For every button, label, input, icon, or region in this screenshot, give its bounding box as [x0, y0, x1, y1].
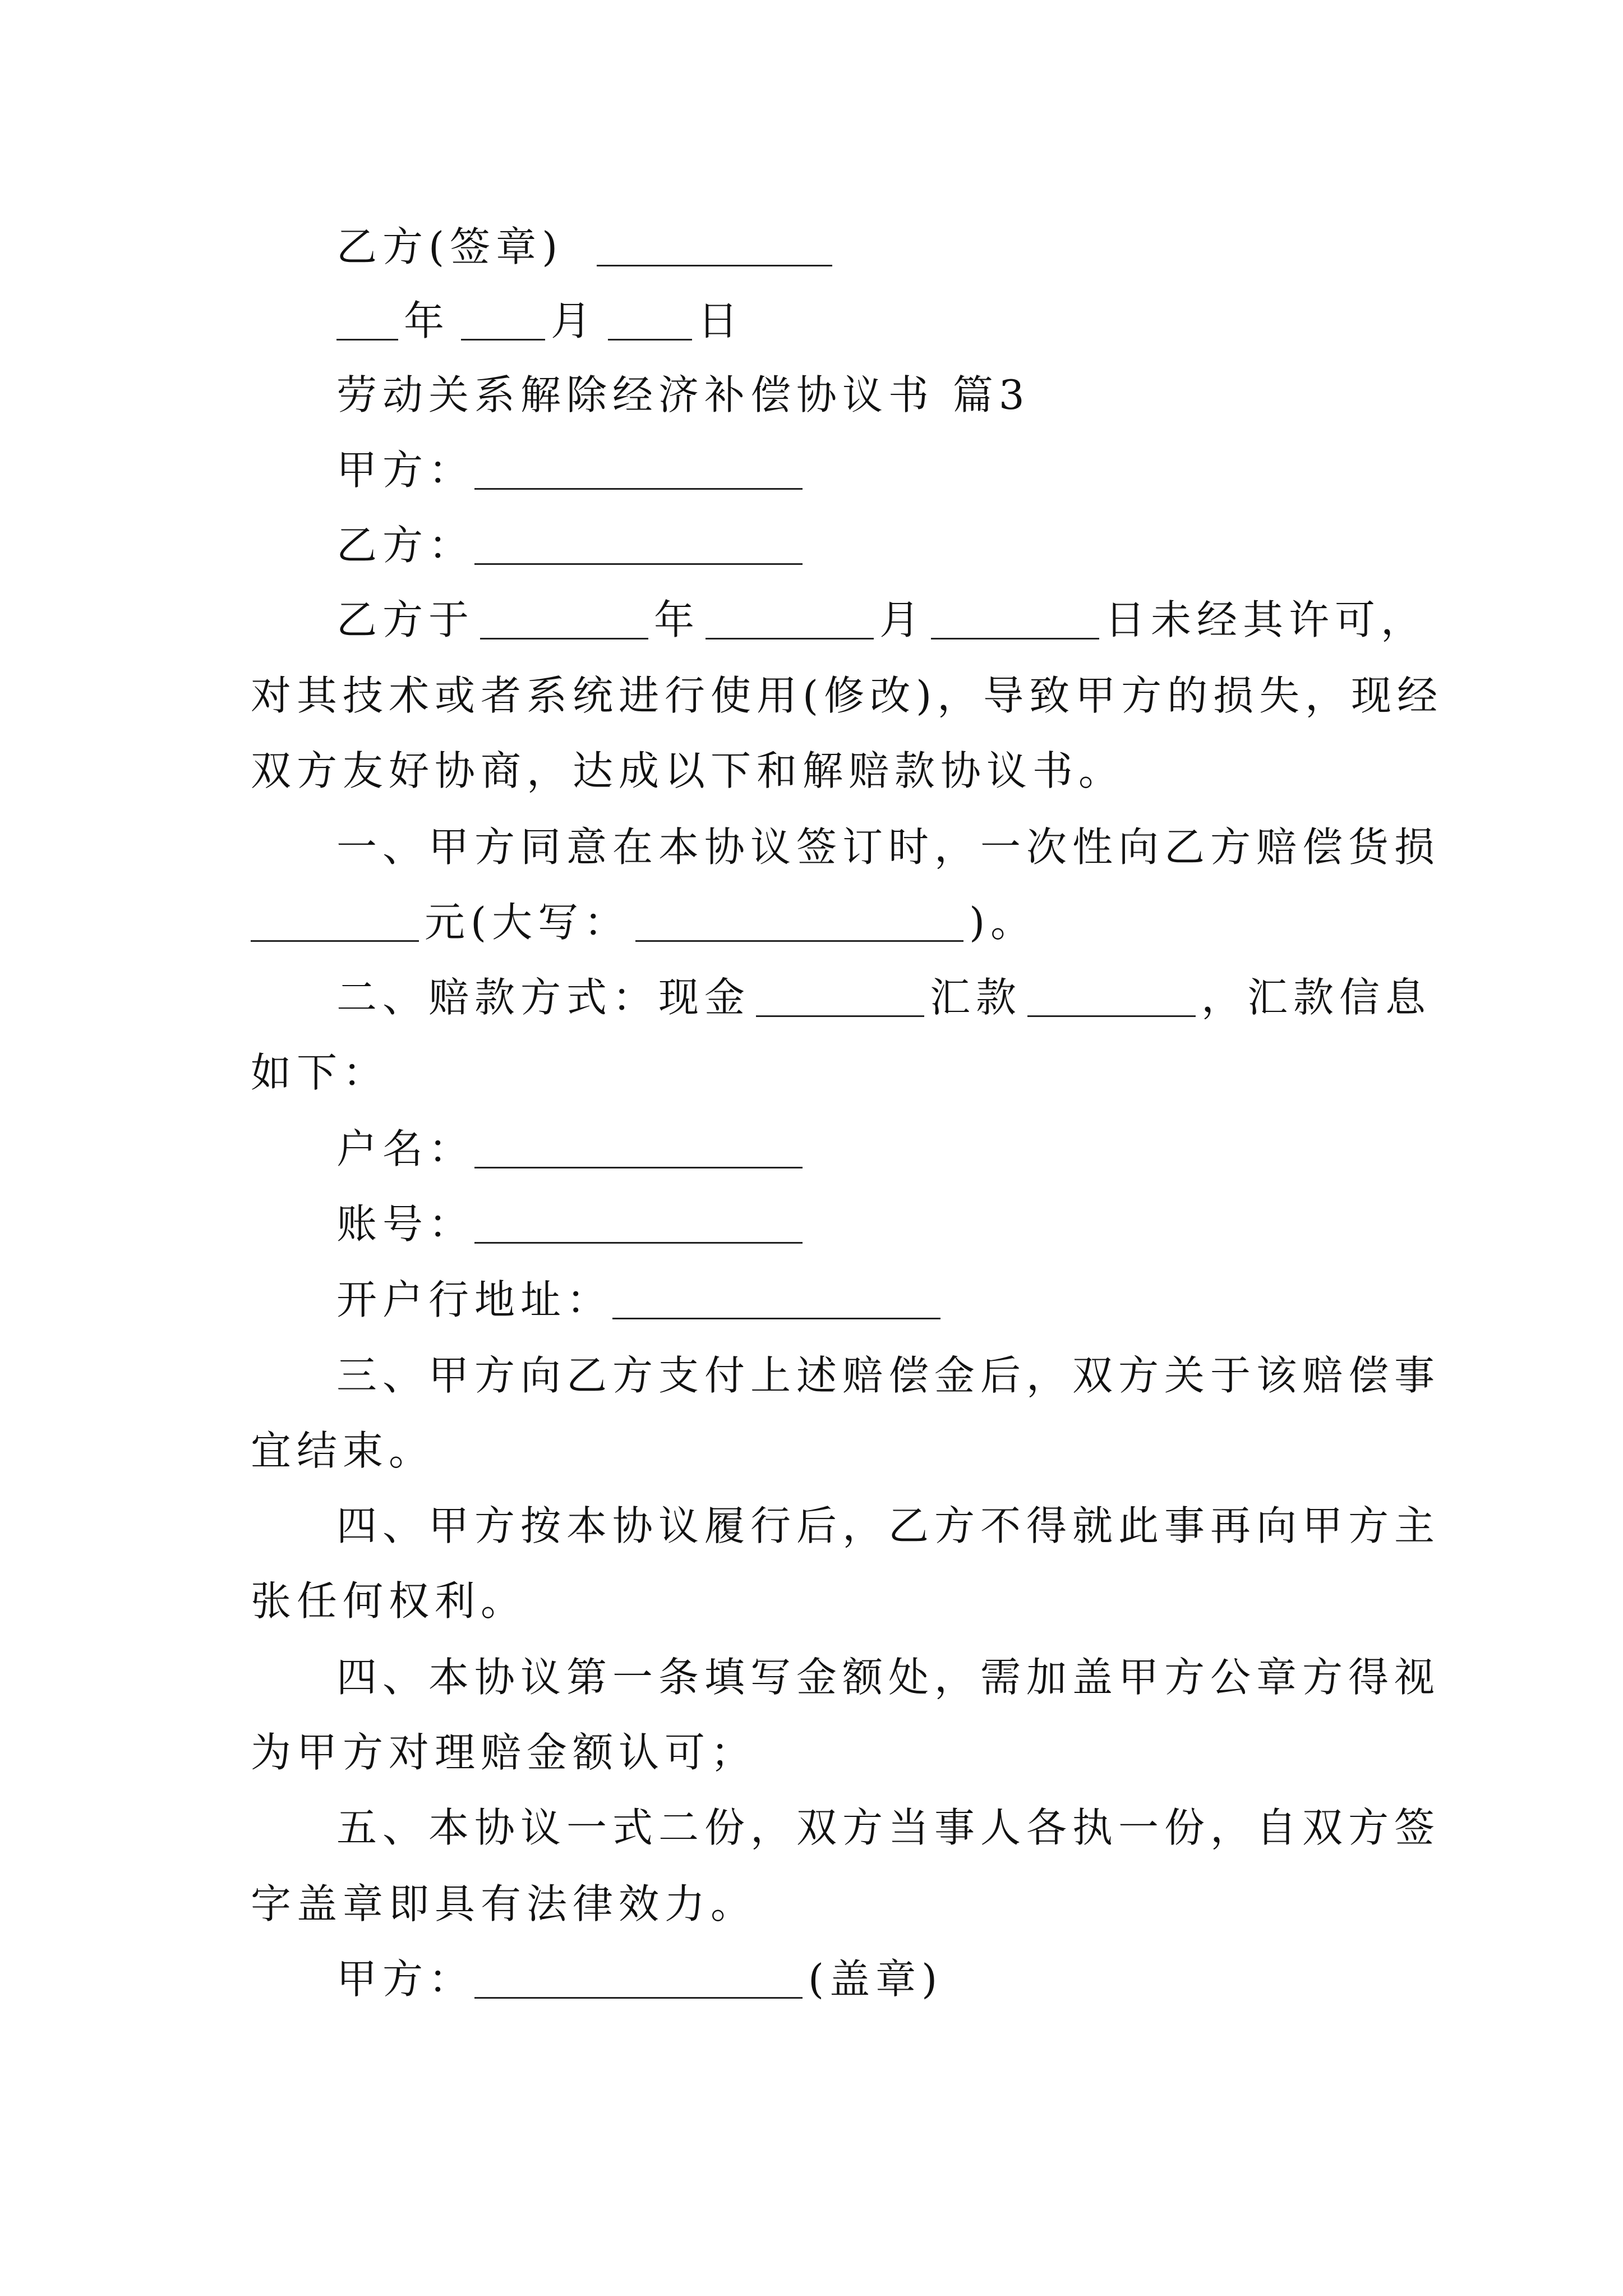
- party-a-seal-label: 甲方：: [336, 1955, 475, 2003]
- party-a-label: 甲方：: [336, 447, 475, 494]
- intro-year-label: 年: [654, 596, 700, 643]
- clause-1-text: 一、甲方同意在本协议签订时，一次性向乙方赔偿货损: [336, 823, 1441, 871]
- clause-1-line-1: [336, 813, 1469, 881]
- account-number-blank[interactable]: [474, 1241, 803, 1244]
- party-a-blank[interactable]: [474, 487, 803, 490]
- clause-2-text-end: ，汇款信息: [1201, 974, 1432, 1021]
- intro-line-3: [251, 737, 1384, 804]
- account-number-label: 账号：: [336, 1200, 475, 1248]
- party-b-blank[interactable]: [474, 563, 803, 565]
- intro-month-label: 月: [879, 596, 926, 643]
- transfer-blank[interactable]: [1027, 1015, 1196, 1017]
- clause-4b-line-1: [336, 1644, 1469, 1711]
- account-number-line: [336, 1190, 1469, 1258]
- clause-4a-text: 四、甲方按本协议履行后，乙方不得就此事再向甲方主: [336, 1502, 1441, 1549]
- party-b-label: 乙方：: [336, 522, 475, 569]
- clause-5-text: 五、本协议一式二份，双方当事人各执一份，自双方签: [336, 1804, 1441, 1851]
- day-blank[interactable]: [608, 338, 692, 341]
- clause-4a-line-1: [336, 1492, 1469, 1559]
- day-label: 日: [698, 297, 744, 344]
- party-b-signature-blank[interactable]: [597, 264, 832, 266]
- clause-4a-text-2: 张任何权利。: [251, 1577, 527, 1625]
- amount-blank[interactable]: [251, 940, 419, 942]
- date-line: [336, 287, 1469, 355]
- intro-day-blank[interactable]: [931, 637, 1099, 639]
- party-b-signature-line: [336, 213, 1469, 280]
- intro-line-1: [336, 586, 1469, 654]
- account-name-label: 户名：: [336, 1125, 475, 1172]
- month-label: 月: [551, 297, 597, 344]
- clause-5-text-2: 字盖章即具有法律效力。: [251, 1880, 757, 1927]
- bank-address-line: [336, 1266, 1469, 1333]
- intro-text: 乙方于: [336, 596, 475, 643]
- section-title: [336, 361, 1469, 429]
- clause-3-line-1: [336, 1342, 1469, 1409]
- clause-2-transfer-text: 汇款: [930, 974, 1022, 1021]
- clause-3-text: 三、甲方向乙方支付上述赔偿金后，双方关于该赔偿事: [336, 1352, 1441, 1399]
- account-name-blank[interactable]: [474, 1166, 803, 1168]
- bank-address-blank[interactable]: [612, 1317, 940, 1319]
- clause-2-line-1: [336, 964, 1469, 1031]
- amount-words-blank[interactable]: [635, 940, 963, 942]
- year-blank[interactable]: [336, 338, 398, 341]
- intro-year-blank[interactable]: [480, 637, 648, 639]
- party-b-line: [336, 512, 1469, 579]
- clause-4b-text-2: 为甲方对理赔金额认可；: [251, 1729, 757, 1776]
- clause-4a-line-2: [251, 1567, 1384, 1635]
- clause-4b-line-2: [251, 1719, 1384, 1786]
- intro-text-3: 双方友好协商，达成以下和解赔款协议书。: [251, 747, 1125, 794]
- intro-text-end: 日未经其许可，: [1105, 596, 1427, 643]
- cash-blank[interactable]: [756, 1015, 924, 1017]
- amount-text-end: )。: [969, 899, 1037, 946]
- amount-text: 元(大写：: [425, 899, 630, 946]
- party-a-line: [336, 436, 1469, 504]
- party-a-seal-line: [336, 1945, 1469, 2013]
- bank-address-label: 开户行地址：: [336, 1276, 613, 1323]
- party-b-signature-label: 乙方(签章): [336, 223, 564, 270]
- intro-month-blank[interactable]: [706, 637, 874, 639]
- clause-5-line-2: [251, 1870, 1384, 1938]
- intro-text-2: 对其技术或者系统进行使用(修改)，导致甲方的损失，现经: [251, 672, 1444, 719]
- year-label: 年: [404, 297, 450, 344]
- clause-3-text-2: 宜结束。: [251, 1427, 435, 1474]
- section-title-text: 劳动关系解除经济补偿协议书 篇3: [336, 371, 1030, 418]
- clause-1-line-2: [251, 889, 1384, 956]
- clause-2-text-2: 如下：: [251, 1049, 389, 1096]
- clause-2-line-2: [251, 1039, 1384, 1106]
- party-a-seal-blank[interactable]: [474, 1996, 803, 1999]
- intro-line-2: [251, 662, 1444, 729]
- party-a-seal-text: (盖章): [808, 1955, 943, 2003]
- clause-3-line-2: [251, 1417, 1384, 1484]
- clause-5-line-1: [336, 1794, 1469, 1861]
- clause-4b-text: 四、本协议第一条填写金额处，需加盖甲方公章方得视: [336, 1654, 1441, 1701]
- account-name-line: [336, 1115, 1469, 1182]
- clause-2-text: 二、赔款方式：现金: [336, 974, 751, 1021]
- month-blank[interactable]: [461, 338, 545, 341]
